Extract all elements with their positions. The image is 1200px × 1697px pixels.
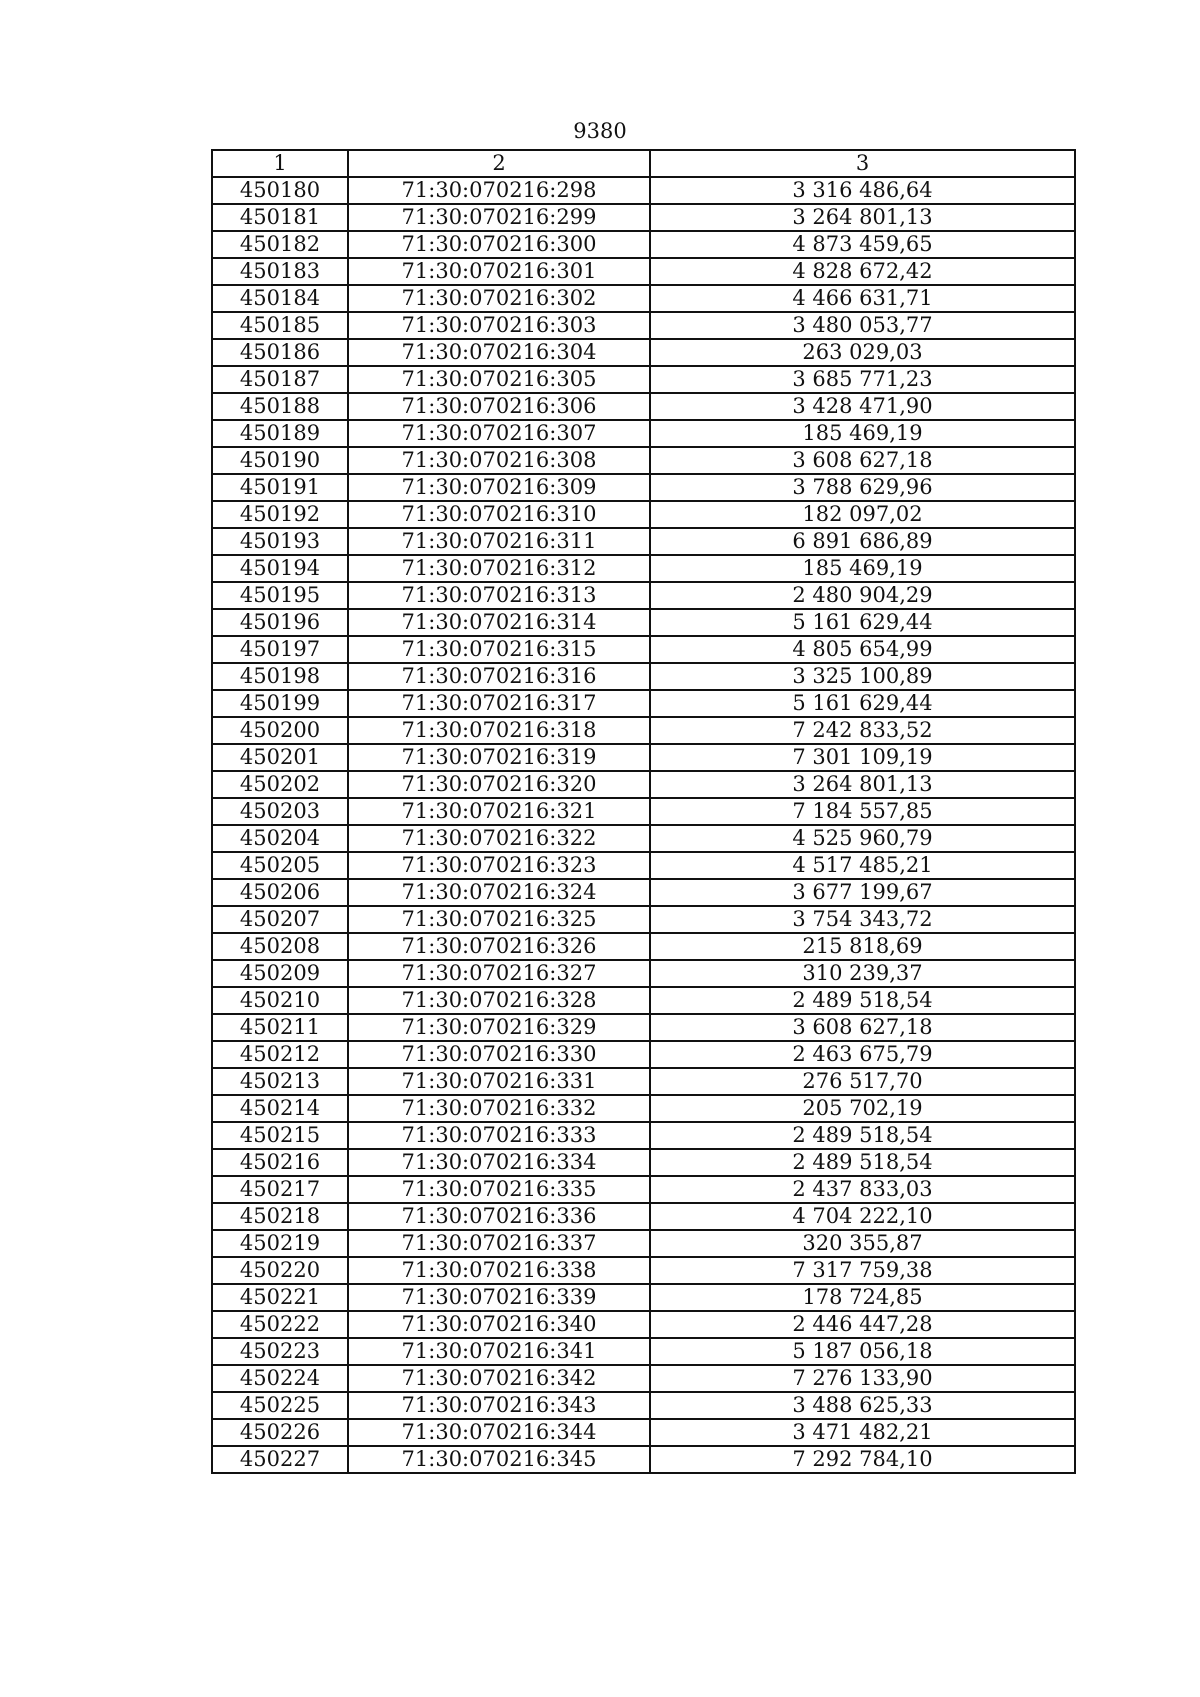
row-number-cell: 450186 <box>212 339 348 366</box>
cadastral-number-cell: 71:30:070216:310 <box>348 501 650 528</box>
table-row <box>212 609 1075 636</box>
page-number: 9380 <box>573 119 627 143</box>
row-number-cell: 450223 <box>212 1338 348 1365</box>
value-cell: 4 805 654,99 <box>650 636 1075 663</box>
column-header-3: 3 <box>650 150 1075 177</box>
row-number-cell: 450226 <box>212 1419 348 1446</box>
cadastral-number-cell: 71:30:070216:313 <box>348 582 650 609</box>
row-number-cell: 450213 <box>212 1068 348 1095</box>
value-cell: 7 301 109,19 <box>650 744 1075 771</box>
cadastral-number-cell: 71:30:070216:317 <box>348 690 650 717</box>
cadastral-number-cell: 71:30:070216:303 <box>348 312 650 339</box>
value-cell: 205 702,19 <box>650 1095 1075 1122</box>
row-number-cell: 450184 <box>212 285 348 312</box>
cadastral-number-cell: 71:30:070216:339 <box>348 1284 650 1311</box>
value-cell: 3 325 100,89 <box>650 663 1075 690</box>
table-row <box>212 825 1075 852</box>
value-cell: 2 489 518,54 <box>650 987 1075 1014</box>
table-row <box>212 285 1075 312</box>
value-cell: 3 480 053,77 <box>650 312 1075 339</box>
table-row <box>212 717 1075 744</box>
table-row <box>212 420 1075 447</box>
data-table <box>211 149 1076 1474</box>
cadastral-number-cell: 71:30:070216:322 <box>348 825 650 852</box>
cadastral-number-cell: 71:30:070216:330 <box>348 1041 650 1068</box>
value-cell: 3 316 486,64 <box>650 177 1075 204</box>
table-row <box>212 501 1075 528</box>
row-number-cell: 450217 <box>212 1176 348 1203</box>
value-cell: 182 097,02 <box>650 501 1075 528</box>
table-row <box>212 960 1075 987</box>
row-number-cell: 450222 <box>212 1311 348 1338</box>
table-row <box>212 1257 1075 1284</box>
row-number-cell: 450195 <box>212 582 348 609</box>
row-number-cell: 450201 <box>212 744 348 771</box>
value-cell: 5 161 629,44 <box>650 609 1075 636</box>
table-row <box>212 1392 1075 1419</box>
table-row <box>212 987 1075 1014</box>
cadastral-number-cell: 71:30:070216:301 <box>348 258 650 285</box>
table-row <box>212 1095 1075 1122</box>
row-number-cell: 450227 <box>212 1446 348 1473</box>
row-number-cell: 450200 <box>212 717 348 744</box>
row-number-cell: 450194 <box>212 555 348 582</box>
table-row <box>212 933 1075 960</box>
cadastral-number-cell: 71:30:070216:309 <box>348 474 650 501</box>
value-cell: 7 184 557,85 <box>650 798 1075 825</box>
table-row <box>212 312 1075 339</box>
row-number-cell: 450196 <box>212 609 348 636</box>
cadastral-number-cell: 71:30:070216:314 <box>348 609 650 636</box>
value-cell: 3 264 801,13 <box>650 204 1075 231</box>
table-row <box>212 1014 1075 1041</box>
value-cell: 185 469,19 <box>650 420 1075 447</box>
value-cell: 7 292 784,10 <box>650 1446 1075 1473</box>
value-cell: 7 317 759,38 <box>650 1257 1075 1284</box>
table-row <box>212 204 1075 231</box>
cadastral-number-cell: 71:30:070216:326 <box>348 933 650 960</box>
table-row <box>212 1446 1075 1473</box>
value-cell: 4 704 222,10 <box>650 1203 1075 1230</box>
cadastral-number-cell: 71:30:070216:321 <box>348 798 650 825</box>
cadastral-number-cell: 71:30:070216:345 <box>348 1446 650 1473</box>
value-cell: 3 608 627,18 <box>650 1014 1075 1041</box>
table-row <box>212 366 1075 393</box>
row-number-cell: 450209 <box>212 960 348 987</box>
table-row <box>212 1041 1075 1068</box>
cadastral-number-cell: 71:30:070216:340 <box>348 1311 650 1338</box>
column-header-1: 1 <box>212 150 348 177</box>
value-cell: 2 463 675,79 <box>650 1041 1075 1068</box>
table-row <box>212 1311 1075 1338</box>
value-cell: 4 828 672,42 <box>650 258 1075 285</box>
row-number-cell: 450182 <box>212 231 348 258</box>
value-cell: 7 242 833,52 <box>650 717 1075 744</box>
table-row <box>212 582 1075 609</box>
cadastral-number-cell: 71:30:070216:338 <box>348 1257 650 1284</box>
row-number-cell: 450181 <box>212 204 348 231</box>
table-row <box>212 1365 1075 1392</box>
cadastral-number-cell: 71:30:070216:302 <box>348 285 650 312</box>
table-row <box>212 852 1075 879</box>
table-row <box>212 393 1075 420</box>
value-cell: 3 608 627,18 <box>650 447 1075 474</box>
cadastral-number-cell: 71:30:070216:312 <box>348 555 650 582</box>
cadastral-number-cell: 71:30:070216:342 <box>348 1365 650 1392</box>
table-row <box>212 528 1075 555</box>
value-cell: 263 029,03 <box>650 339 1075 366</box>
cadastral-number-cell: 71:30:070216:320 <box>348 771 650 798</box>
table-row <box>212 798 1075 825</box>
row-number-cell: 450218 <box>212 1203 348 1230</box>
row-number-cell: 450225 <box>212 1392 348 1419</box>
row-number-cell: 450187 <box>212 366 348 393</box>
row-number-cell: 450188 <box>212 393 348 420</box>
row-number-cell: 450206 <box>212 879 348 906</box>
value-cell: 3 677 199,67 <box>650 879 1075 906</box>
cadastral-number-cell: 71:30:070216:328 <box>348 987 650 1014</box>
cadastral-number-cell: 71:30:070216:337 <box>348 1230 650 1257</box>
table-row <box>212 879 1075 906</box>
value-cell: 3 754 343,72 <box>650 906 1075 933</box>
row-number-cell: 450214 <box>212 1095 348 1122</box>
row-number-cell: 450197 <box>212 636 348 663</box>
row-number-cell: 450193 <box>212 528 348 555</box>
table-row <box>212 636 1075 663</box>
value-cell: 215 818,69 <box>650 933 1075 960</box>
row-number-cell: 450199 <box>212 690 348 717</box>
row-number-cell: 450224 <box>212 1365 348 1392</box>
column-header-2: 2 <box>348 150 650 177</box>
row-number-cell: 450191 <box>212 474 348 501</box>
value-cell: 4 466 631,71 <box>650 285 1075 312</box>
cadastral-number-cell: 71:30:070216:327 <box>348 960 650 987</box>
row-number-cell: 450198 <box>212 663 348 690</box>
value-cell: 3 471 482,21 <box>650 1419 1075 1446</box>
cadastral-number-cell: 71:30:070216:318 <box>348 717 650 744</box>
value-cell: 3 264 801,13 <box>650 771 1075 798</box>
table-row <box>212 1122 1075 1149</box>
table-row <box>212 1230 1075 1257</box>
cadastral-number-cell: 71:30:070216:334 <box>348 1149 650 1176</box>
row-number-cell: 450204 <box>212 825 348 852</box>
row-number-cell: 450211 <box>212 1014 348 1041</box>
table-row <box>212 1149 1075 1176</box>
row-number-cell: 450220 <box>212 1257 348 1284</box>
value-cell: 4 517 485,21 <box>650 852 1075 879</box>
table-row <box>212 744 1075 771</box>
row-number-cell: 450192 <box>212 501 348 528</box>
cadastral-number-cell: 71:30:070216:341 <box>348 1338 650 1365</box>
value-cell: 3 685 771,23 <box>650 366 1075 393</box>
value-cell: 5 187 056,18 <box>650 1338 1075 1365</box>
value-cell: 5 161 629,44 <box>650 690 1075 717</box>
cadastral-number-cell: 71:30:070216:325 <box>348 906 650 933</box>
value-cell: 185 469,19 <box>650 555 1075 582</box>
table-row <box>212 1419 1075 1446</box>
cadastral-number-cell: 71:30:070216:329 <box>348 1014 650 1041</box>
row-number-cell: 450221 <box>212 1284 348 1311</box>
cadastral-number-cell: 71:30:070216:335 <box>348 1176 650 1203</box>
table-row <box>212 474 1075 501</box>
cadastral-number-cell: 71:30:070216:298 <box>348 177 650 204</box>
value-cell: 276 517,70 <box>650 1068 1075 1095</box>
cadastral-number-cell: 71:30:070216:319 <box>348 744 650 771</box>
table-row <box>212 258 1075 285</box>
value-cell: 3 788 629,96 <box>650 474 1075 501</box>
row-number-cell: 450210 <box>212 987 348 1014</box>
cadastral-number-cell: 71:30:070216:300 <box>348 231 650 258</box>
cadastral-number-cell: 71:30:070216:306 <box>348 393 650 420</box>
value-cell: 320 355,87 <box>650 1230 1075 1257</box>
cadastral-number-cell: 71:30:070216:316 <box>348 663 650 690</box>
value-cell: 3 428 471,90 <box>650 393 1075 420</box>
row-number-cell: 450189 <box>212 420 348 447</box>
row-number-cell: 450205 <box>212 852 348 879</box>
cadastral-number-cell: 71:30:070216:336 <box>348 1203 650 1230</box>
table-row <box>212 1203 1075 1230</box>
value-cell: 2 489 518,54 <box>650 1149 1075 1176</box>
value-cell: 4 525 960,79 <box>650 825 1075 852</box>
table-row <box>212 771 1075 798</box>
table-header-row <box>212 150 1075 177</box>
cadastral-number-cell: 71:30:070216:304 <box>348 339 650 366</box>
row-number-cell: 450190 <box>212 447 348 474</box>
table-row <box>212 339 1075 366</box>
row-number-cell: 450202 <box>212 771 348 798</box>
table-row <box>212 1338 1075 1365</box>
row-number-cell: 450215 <box>212 1122 348 1149</box>
table-row <box>212 1284 1075 1311</box>
row-number-cell: 450183 <box>212 258 348 285</box>
table-row <box>212 1068 1075 1095</box>
table-row <box>212 663 1075 690</box>
table-row <box>212 1176 1075 1203</box>
row-number-cell: 450212 <box>212 1041 348 1068</box>
cadastral-number-cell: 71:30:070216:311 <box>348 528 650 555</box>
row-number-cell: 450180 <box>212 177 348 204</box>
value-cell: 3 488 625,33 <box>650 1392 1075 1419</box>
value-cell: 6 891 686,89 <box>650 528 1075 555</box>
row-number-cell: 450185 <box>212 312 348 339</box>
cadastral-number-cell: 71:30:070216:344 <box>348 1419 650 1446</box>
table-row <box>212 906 1075 933</box>
row-number-cell: 450216 <box>212 1149 348 1176</box>
table-row <box>212 177 1075 204</box>
cadastral-number-cell: 71:30:070216:299 <box>348 204 650 231</box>
cadastral-number-cell: 71:30:070216:343 <box>348 1392 650 1419</box>
table-body <box>212 177 1075 1473</box>
row-number-cell: 450207 <box>212 906 348 933</box>
table-row <box>212 690 1075 717</box>
value-cell: 7 276 133,90 <box>650 1365 1075 1392</box>
row-number-cell: 450208 <box>212 933 348 960</box>
value-cell: 2 489 518,54 <box>650 1122 1075 1149</box>
cadastral-number-cell: 71:30:070216:307 <box>348 420 650 447</box>
cadastral-number-cell: 71:30:070216:332 <box>348 1095 650 1122</box>
table-row <box>212 447 1075 474</box>
value-cell: 2 480 904,29 <box>650 582 1075 609</box>
row-number-cell: 450203 <box>212 798 348 825</box>
cadastral-number-cell: 71:30:070216:323 <box>348 852 650 879</box>
row-number-cell: 450219 <box>212 1230 348 1257</box>
value-cell: 4 873 459,65 <box>650 231 1075 258</box>
table-row <box>212 231 1075 258</box>
value-cell: 2 446 447,28 <box>650 1311 1075 1338</box>
value-cell: 178 724,85 <box>650 1284 1075 1311</box>
cadastral-number-cell: 71:30:070216:333 <box>348 1122 650 1149</box>
cadastral-number-cell: 71:30:070216:324 <box>348 879 650 906</box>
cadastral-number-cell: 71:30:070216:308 <box>348 447 650 474</box>
value-cell: 2 437 833,03 <box>650 1176 1075 1203</box>
cadastral-number-cell: 71:30:070216:305 <box>348 366 650 393</box>
table-row <box>212 555 1075 582</box>
cadastral-number-cell: 71:30:070216:315 <box>348 636 650 663</box>
cadastral-number-cell: 71:30:070216:331 <box>348 1068 650 1095</box>
value-cell: 310 239,37 <box>650 960 1075 987</box>
